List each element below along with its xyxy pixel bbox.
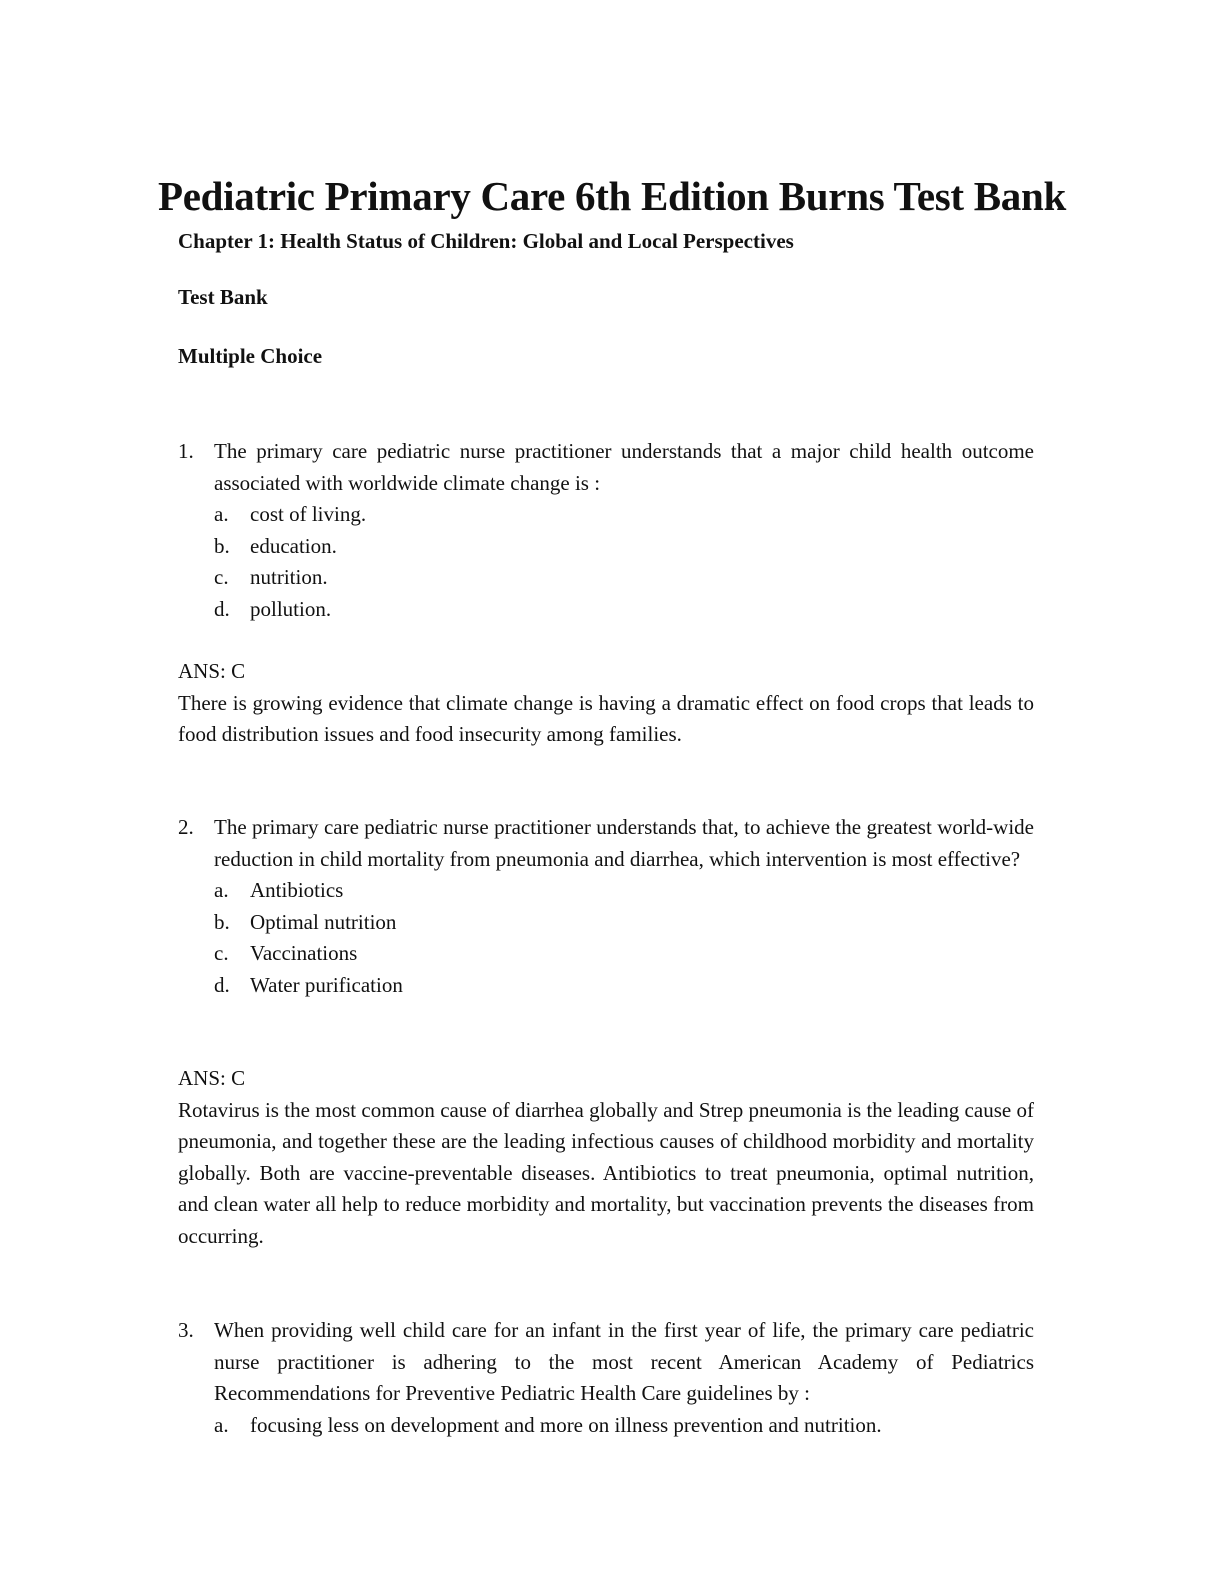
document-title: Pediatric Primary Care 6th Edition Burns Test Bank	[158, 173, 1066, 219]
chapter-heading: Chapter 1: Health Status of Children: Global and Local Perspectives	[178, 229, 794, 253]
answer-options	[178, 1410, 1034, 1442]
question-stem	[178, 436, 1034, 499]
option-item	[214, 970, 1034, 1002]
option-item	[214, 938, 1034, 970]
option-letter: a.	[214, 878, 229, 902]
option-letter: a.	[214, 502, 229, 526]
option-text: Optimal nutrition	[250, 909, 397, 934]
answer-options	[178, 499, 1034, 625]
option-text: nutrition.	[250, 565, 328, 589]
option-letter: d.	[214, 972, 230, 997]
answer-label: ANS: C	[178, 659, 246, 683]
answer-block-1	[178, 656, 1034, 751]
option-item	[214, 531, 1034, 563]
option-letter: b.	[214, 533, 230, 558]
answer-rationale: There is growing evidence that climate change is having a dramatic effect on food crops that leads to food distribution issues and food insecurity among families.	[178, 690, 1034, 746]
answer-label: ANS: C	[178, 1066, 246, 1090]
option-text: education.	[250, 533, 337, 558]
option-text: Antibiotics	[250, 878, 344, 902]
question-1	[178, 436, 1034, 625]
subsection-heading: Multiple Choice	[178, 344, 323, 368]
option-text: focusing less on development and more on illness prevention and nutrition.	[250, 1412, 882, 1437]
question-2	[178, 812, 1034, 1001]
option-text: pollution.	[250, 596, 332, 621]
option-letter: d.	[214, 596, 230, 621]
answer-options	[178, 875, 1034, 1001]
answer-block-2	[178, 1063, 1034, 1252]
option-text: cost of living.	[250, 502, 367, 526]
question-3	[178, 1315, 1034, 1441]
question-text: The primary care pediatric nurse practitioner understands that, to achieve the greatest world-wide reduction in child mortality from pneumonia and diarrhea, which intervention is most effective?	[214, 815, 1034, 871]
question-number: 3.	[178, 1318, 194, 1342]
question-stem	[178, 812, 1034, 875]
option-item	[214, 875, 1034, 907]
option-letter: c.	[214, 565, 229, 589]
option-item	[214, 594, 1034, 626]
question-number: 1.	[178, 439, 194, 463]
option-item	[214, 562, 1034, 594]
option-letter: a.	[214, 1412, 229, 1437]
option-letter: b.	[214, 909, 230, 934]
option-item	[214, 1410, 1034, 1442]
option-item	[214, 499, 1034, 531]
option-text: Water purification	[250, 972, 403, 997]
section-heading: Test Bank	[178, 285, 268, 309]
option-letter: c.	[214, 941, 229, 965]
question-stem	[178, 1315, 1034, 1410]
question-text: The primary care pediatric nurse practitioner understands that a major child health outcome associated with worldwide climate change is :	[214, 439, 1034, 495]
question-text: When providing well child care for an infant in the first year of life, the primary care pediatric nurse practitioner is adhering to the most recent American Academy of Pediatrics Recommendations for Preventive Pediatric Health Care guidelines by :	[214, 1318, 1034, 1405]
option-text: Vaccinations	[250, 941, 358, 965]
option-item	[214, 907, 1034, 939]
question-number: 2.	[178, 815, 194, 839]
answer-rationale: Rotavirus is the most common cause of diarrhea globally and Strep pneumonia is the leading cause of pneumonia, and together these are the leading infectious causes of childhood morbidity and mortality globally. Both are vaccine-preventable diseases. Antibiotics to treat pneumonia, optimal nutrition, and clean water all help to reduce morbidity and mortality, but vaccination prevents the diseases from occurring.	[178, 1097, 1034, 1248]
